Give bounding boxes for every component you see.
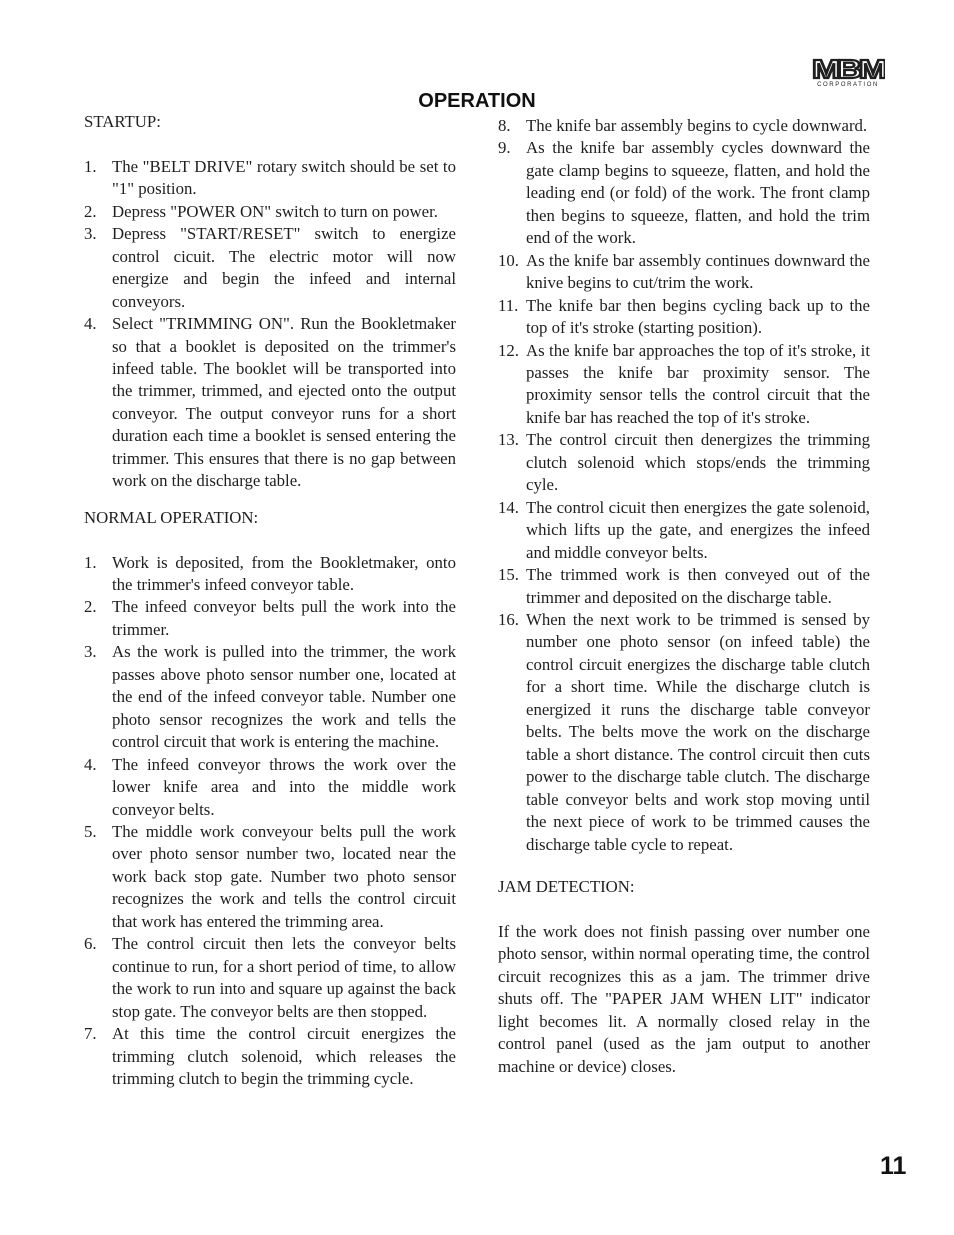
list-item-number: 3. xyxy=(84,642,97,662)
list-item xyxy=(498,609,870,856)
list-item-number: 12. xyxy=(498,340,519,360)
list-item xyxy=(84,641,456,753)
list-item-number: 10. xyxy=(498,250,519,270)
list-item-text: The control cicuit then energizes the gate solenoid, which lifts up the gate, and energizes the infeed and middle conveyor belts. xyxy=(526,497,870,562)
list-item-text: The knife bar then begins cycling back up to the top of it's stroke (starting position). xyxy=(526,295,870,338)
page-number: 11 xyxy=(880,1152,907,1180)
list-item xyxy=(498,137,870,249)
list-item xyxy=(498,340,870,430)
list-item xyxy=(84,596,456,641)
list-item-number: 5. xyxy=(84,822,97,842)
list-item-text: The "BELT DRIVE" rotary switch should be set to "1" position. xyxy=(112,156,456,199)
list-item-number: 7. xyxy=(84,1024,97,1044)
list-item xyxy=(498,250,870,295)
list-item-text: The control circuit then denergizes the trimming clutch solenoid which stops/ends the trimming cyle. xyxy=(526,430,870,495)
list-item xyxy=(84,754,456,821)
list-item-text: As the knife bar assembly continues downward the knive begins to cut/trim the work. xyxy=(526,250,870,293)
list-item-number: 11. xyxy=(498,295,519,315)
jam-detection-heading: JAM DETECTION: xyxy=(498,876,635,896)
list-item xyxy=(84,156,456,201)
list-item-text: The infeed conveyor belts pull the work into the trimmer. xyxy=(112,597,456,639)
page-title: OPERATION xyxy=(418,90,536,112)
list-item-text: As the knife bar assembly cycles downward the gate clamp begins to squeeze, flatten, and hold the leading end (or fold) of the work. The front clamp then begins to squeeze, flatten, and hold the trim end of the work. xyxy=(526,138,870,248)
list-item xyxy=(498,295,870,340)
list-item-text: The middle work conveyour belts pull the work over photo sensor number two, located near the work back stop gate. Number two photo sensor recognizes the work and tells the control circuit that work has entered the trimming area. xyxy=(112,822,456,931)
list-item-text: The knife bar assembly begins to cycle downward. xyxy=(526,116,868,135)
list-item xyxy=(84,821,456,933)
list-item-text: As the knife bar approaches the top of it's stroke, it passes the knife bar proximity sensor. The proximity sensor tells the control circuit that the knife bar has reached the top of it's stroke. xyxy=(526,340,870,427)
list-item-text: Select "TRIMMING ON". Run the Bookletmaker so that a booklet is deposited on the trimmer's infeed table. The booklet will be transported into the trimmer, trimmed, and ejected onto the output conveyor. The output conveyor runs for a short duration each time a booklet is sensed entering the trimmer. This ensures that there is no gap between work on the discharge table. xyxy=(112,314,456,491)
list-item-text: The control circuit then lets the conveyor belts continue to run, for a short period of time, to allow the work to run into and square up against the back stop gate. The conveyor belts are then stopped. xyxy=(112,934,456,1021)
list-item-number: 13. xyxy=(498,430,519,450)
list-item-text: When the next work to be trimmed is sensed by number one photo sensor (on infeed table) the control circuit energizes the discharge table clutch for a short time. While the discharge clutch is energized it runs the discharge table conveyor belts. The belts move the work on the discharge table a short distance. The control circuit then cuts power to the discharge table clutch. The discharge table conveyor belts and work stop moving until the next piece of work to be trimmed causes the discharge table cycle to repeat. xyxy=(526,609,870,854)
list-item-number: 1. xyxy=(84,552,97,572)
operation-steps-list xyxy=(498,115,870,856)
list-item-text: Depress "POWER ON" switch to turn on power. xyxy=(112,201,438,221)
list-item-text: Depress "START/RESET" switch to energize control cicuit. The electric motor will now energize and begin the infeed and internal conveyors. xyxy=(112,224,456,311)
list-item-number: 6. xyxy=(84,934,97,954)
list-item-number: 4. xyxy=(84,754,97,774)
right-column xyxy=(498,115,870,1078)
svg-text:MBM: MBM xyxy=(812,58,885,80)
list-item-text: The trimmed work is then conveyed out of the trimmer and deposited on the discharge table. xyxy=(526,565,870,607)
list-item-text: The infeed conveyor throws the work over the lower knife area and into the middle work conveyor belts. xyxy=(112,754,456,819)
list-item xyxy=(84,933,456,1023)
list-item-number: 16. xyxy=(498,609,519,629)
list-item xyxy=(84,552,456,597)
list-item-number: 1. xyxy=(84,156,97,176)
logo-subtext: CORPORATION xyxy=(817,82,879,88)
list-item xyxy=(498,564,870,609)
startup-heading: STARTUP: xyxy=(84,112,161,131)
list-item xyxy=(84,223,456,313)
list-item xyxy=(498,115,870,137)
normal-operation-heading: NORMAL OPERATION: xyxy=(84,507,259,527)
list-item-text: Work is deposited, from the Bookletmaker, onto the trimmer's infeed conveyor table. xyxy=(112,552,456,595)
list-item-number: 3. xyxy=(84,224,97,244)
startup-list xyxy=(84,156,456,493)
list-item-number: 4. xyxy=(84,314,97,334)
list-item-text: As the work is pulled into the trimmer, the work passes above photo sensor number one, located at the end of the infeed conveyor table. Number one photo sensor recognizes the work and tells the control circuit that work is entering the machine. xyxy=(112,642,456,752)
list-item-number: 9. xyxy=(498,138,511,158)
list-item-number: 15. xyxy=(498,565,519,585)
jam-detection-text: If the work does not finish passing over number one photo sensor, within normal operating time, the control circuit recognizes this as a jam. The trimmer drive shuts off. The "PAPER JAM WHEN LIT" indicator light becomes lit. A normally closed relay in the control panel (used as the jam output to another machine or device) closes. xyxy=(498,921,870,1076)
list-item xyxy=(498,429,870,496)
list-item-number: 14. xyxy=(498,497,519,517)
list-item xyxy=(84,1023,456,1090)
list-item-number: 8. xyxy=(498,116,511,135)
list-item xyxy=(84,201,456,223)
mbm-logo-mark xyxy=(811,58,885,80)
list-item-text: At this time the control circuit energizes the trimming clutch solenoid, which releases the trimming clutch to begin the trimming cycle. xyxy=(112,1024,456,1088)
normal-operation-list xyxy=(84,552,456,1091)
list-item xyxy=(498,497,870,564)
list-item-number: 2. xyxy=(84,201,97,221)
mbm-logo xyxy=(811,58,885,92)
left-column xyxy=(84,111,456,1090)
list-item xyxy=(84,313,456,493)
list-item-number: 2. xyxy=(84,597,97,617)
